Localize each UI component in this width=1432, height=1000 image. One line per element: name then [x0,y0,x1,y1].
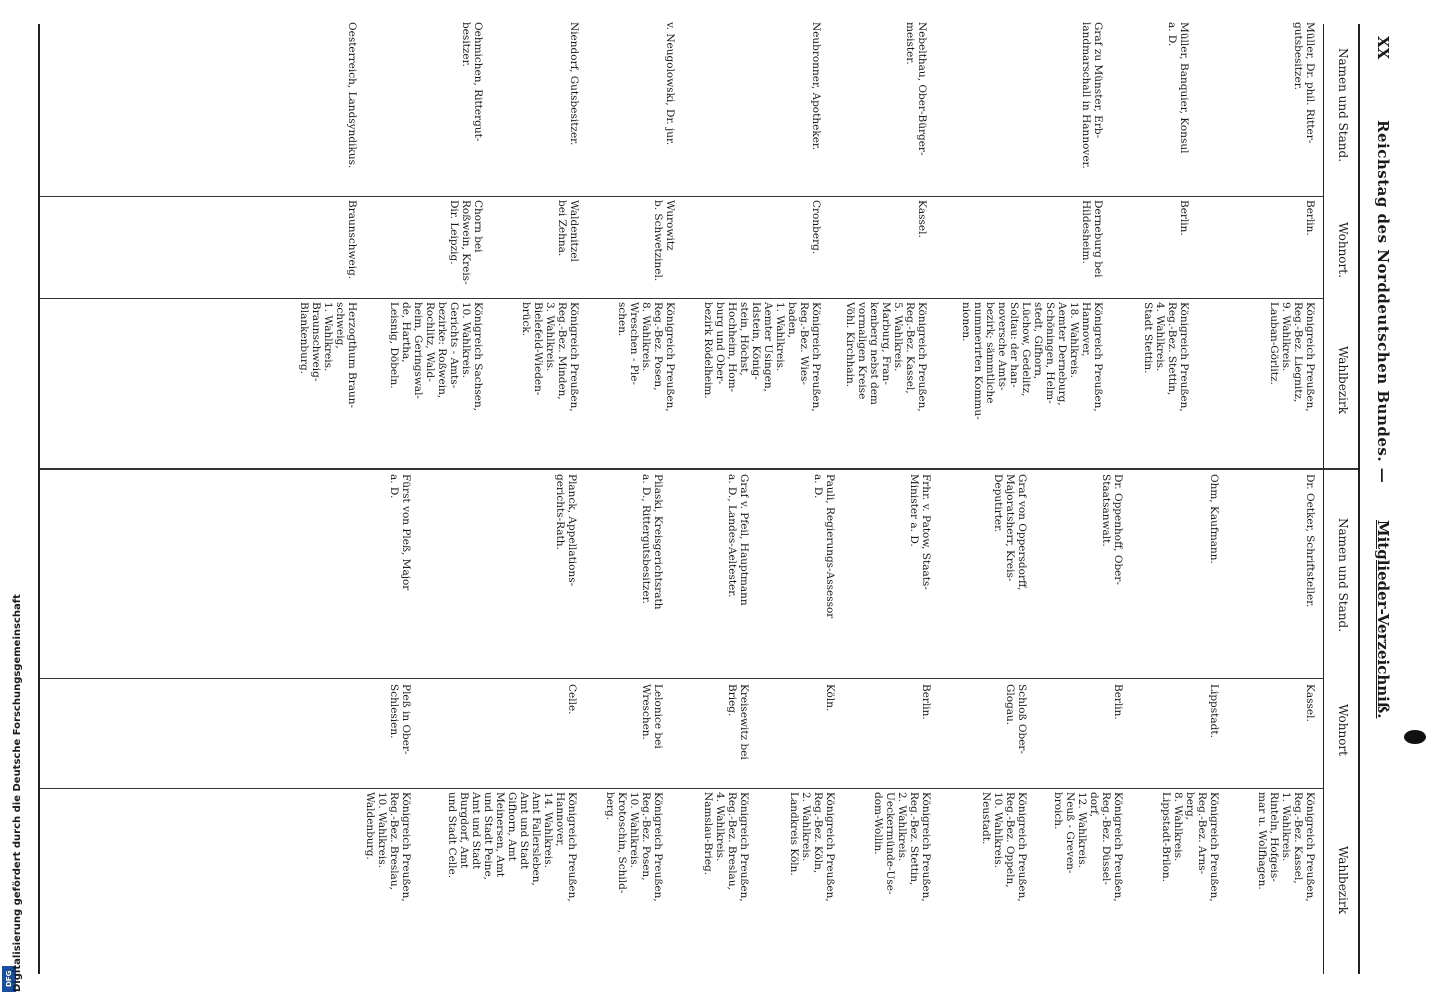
left-row-ort: Berlin. [1304,200,1316,236]
left-row-ort: Berlin. [1178,200,1190,236]
right-row-name: Pilaski, Kreisgerichtsrath a. D., Rittergutsbesitzer. [640,474,664,610]
right-row-name: Graf v. Pfeil, Hauptmann a. D., Landes-Aeltester. [726,474,750,606]
col-head-right-name: Namen und Stand. [1336,517,1350,633]
left-row-name: v. Neugolowski, Dr. jur. [664,22,676,146]
left-row-name: Oesterreich, Landsyndikus. [346,22,358,169]
right-row-name: Fürst von Pleß, Major a. D. [388,474,412,591]
right-row-bezirk: Königreich Preußen, Reg.-Bez. Arns- berg, 8. Wahlkreis. Lippstadt-Brilon. [1160,792,1220,902]
right-row-bezirk: Königreich Preußen, Reg.-Bez. Oppeln, 10. Wahlkreis. Neustadt. [980,792,1028,902]
right-row-bezirk: Königreich Preußen, Reg.-Bez. Düssel- dorf, 12. Wahlkreis. Neuß - Greven- broich. [1052,792,1124,902]
left-row-ort: Waldenitzel bei Zehna. [556,200,580,262]
right-row-name: Planck, Appellations- gerichts-Rath. [554,474,578,587]
left-row-name: Müller, Banquier, Konsul a. D. [1166,22,1190,154]
left-row-name: Neubronner, Apotheker. [810,22,822,151]
right-row-ort: Schloß Ober- Glogau. [1004,684,1028,754]
right-row-bezirk: Königreich Preußen, Hannover, 14. Wahlkreis. Amt Fallersleben, Amt und Stadt Gifhorn, Amt Meinersen, Amt und Stadt Peine, Amt und Stadt Burgdorf, Amt und Stadt Celle. [446,792,578,902]
left-row-bezirk: Herzogthum Braun- schweig, 1. Wahlkreis. Braunschweig- Blankenburg. [298,302,358,409]
column-divider [40,196,1324,197]
col-head-right-ort: Wohnort [1336,704,1350,756]
right-row-ort: Kassel. [1304,684,1316,722]
right-row-name: Dr. Oppenhoff, Ober- Staatsanwalt. [1100,474,1124,585]
right-row-ort: Celle. [566,684,578,715]
page-title: Reichstag des Norddeutschen Bundes. — [1374,120,1392,484]
left-row-bezirk: Königreich Preußen, Reg.-Bez. Wies- baden, 1. Wahlkreis. Aemter Usingen, Idstein, König- stein, Höchst, Hochheim, Hom- burg und Ober- bezirk Rödelheim. [702,302,822,412]
col-head-left-ort: Wohnort. [1336,222,1350,278]
page-title-continuation: Mitglieder-Verzeichniß. [1374,520,1392,719]
col-head-left-name: Namen und Stand. [1336,47,1350,163]
left-row-ort: Wurowitz b. Schwetzinel. [652,200,676,282]
right-row-ort: Pleß in Ober- Schlesien. [388,684,412,755]
left-row-bezirk: Königreich Sachsen, 10. Wahlkreis. Gerichts - Amts- bezirke: Roßwein, Rochlitz, Wald- heim, Geringswal- de, Hartha, Leisnig, Döbeln. [388,302,484,412]
left-row-name: Oehmichen, Rittergut- besitzer. [460,22,484,142]
col-head-right-bezirk: Wahlbezirk [1336,846,1350,914]
rotated-document-page [10,0,1400,1000]
page-number: XX [1374,36,1392,60]
left-row-bezirk: Königreich Preußen, Reg.-Bez. Kassel, 5. Wahlkreis. Marburg, Fran- kenberg nebst dem vormaligen Kreise Vöhl. Kirchhain. [844,302,928,412]
right-row-bezirk: Königreich Preußen, Reg.-Bez. Posen, 10. Wahlkreis. Krotoschin, Schild- berg. [604,792,664,902]
left-row-ort: Braunschweig. [346,200,358,280]
left-row-ort: Chorn bei Roßwein, Kreis- Dir. Leipzig. [448,200,484,285]
left-row-bezirk: Königreich Preußen, Hannover, 18. Wahlkreis. Aemter Derneburg, Schöningen, Helm- stedt, Gifhorn, Lüchow, Gedelitz, Soltau: der han- noversche Amts- bezirk; sämmtliche nummerirten Kommu- nionen. [960,302,1104,420]
right-row-bezirk: Königreich Preußen, Reg.-Bez. Stettin, 2. Wahlkreis. Ueckermünde-Use- dom-Wollin. [872,792,932,902]
right-row-ort: Berlin. [920,684,932,720]
bottom-rule [38,24,40,974]
left-row-name: Niendorf, Gutsbesitzer. [568,22,580,146]
left-row-name: Nebelthau, Ober-Bürger- meister. [904,22,928,156]
dfg-logo-icon: DFG [2,966,16,992]
left-row-bezirk: Königreich Preußen, Reg.-Bez. Minden, 3. Wahlkreis. Bielefeld-Wieden- brück. [520,302,580,412]
right-row-name: Dr. Oetker, Schriftsteller. [1304,474,1316,608]
left-row-bezirk: Königreich Preußen, Reg.-Bez. Liegnitz, 9. Wahlkreis. Lauban-Görlitz. [1268,302,1316,412]
column-divider [40,678,1324,679]
left-row-bezirk: Königreich Preußen, Reg.-Bez. Stettin, 4. Wahlkreis. Stadt Stettin. [1142,302,1190,412]
column-divider [40,788,1324,789]
column-divider-center [40,468,1358,470]
left-row-ort: Kassel. [916,200,928,238]
right-row-ort: Berlin. [1112,684,1124,720]
right-row-name: Frhr. v. Patow, Staats- Minister a. D. [908,474,932,590]
left-row-bezirk: Königreich Preußen, Reg.-Bez. Posen, 8. Wahlkreis. Wreschen - Ple- schen. [616,302,676,412]
right-row-bezirk: Königreich Preußen, Reg.-Bez. Breslau, 10. Wahlkreis. Waldenburg. [364,792,412,902]
right-row-bezirk: Königreich Preußen, Reg.-Bez. Kassel, 1. Wahlkreis. Rinteln, Hofgeis- mar u. Wolfhagen. [1256,792,1316,902]
right-row-bezirk: Königreich Preußen, Reg.-Bez. Köln, 2. Wahlkreis. Landkreis Köln. [788,792,836,902]
right-row-ort: Lelonice bei Wreschen. [640,684,664,749]
column-divider [40,298,1324,299]
left-row-name: Graf zu Münster, Erb- landmarschall in Hannover. [1080,22,1104,169]
header-rule [1323,24,1324,974]
right-row-name: Pauli, Regierungs-Assessor a. D. [812,474,836,619]
digitization-credit-sidebar [0,0,26,1000]
col-head-left-bezirk: Wahlbezirk [1336,346,1350,414]
right-row-bezirk: Königreich Preußen, Reg.-Bez. Breslau, 4. Wahlkreis. Namslau-Brieg. [702,792,750,902]
digitization-credit-text: Digitalisierung gefördert durch die Deutsche Forschungsgemeinschaft [12,594,23,992]
right-row-name: Ohm, Kaufmann. [1208,474,1220,564]
right-row-ort: Köln. [824,684,836,712]
ink-blot [1404,730,1426,744]
right-row-ort: Kreisewitz bei Brieg. [726,684,750,760]
left-row-ort: Cronberg. [810,200,822,255]
right-row-name: Graf von Oppersdorff, Majoratsherr, Kreis- Deputirter. [992,474,1028,591]
left-row-ort: Derneburg bei Hildesheim. [1080,200,1104,278]
right-row-ort: Lippstadt. [1208,684,1220,738]
top-rule [1358,24,1360,974]
left-row-name: Müller, Dr. phil. Ritter- gutsbesitzer. [1292,22,1316,144]
